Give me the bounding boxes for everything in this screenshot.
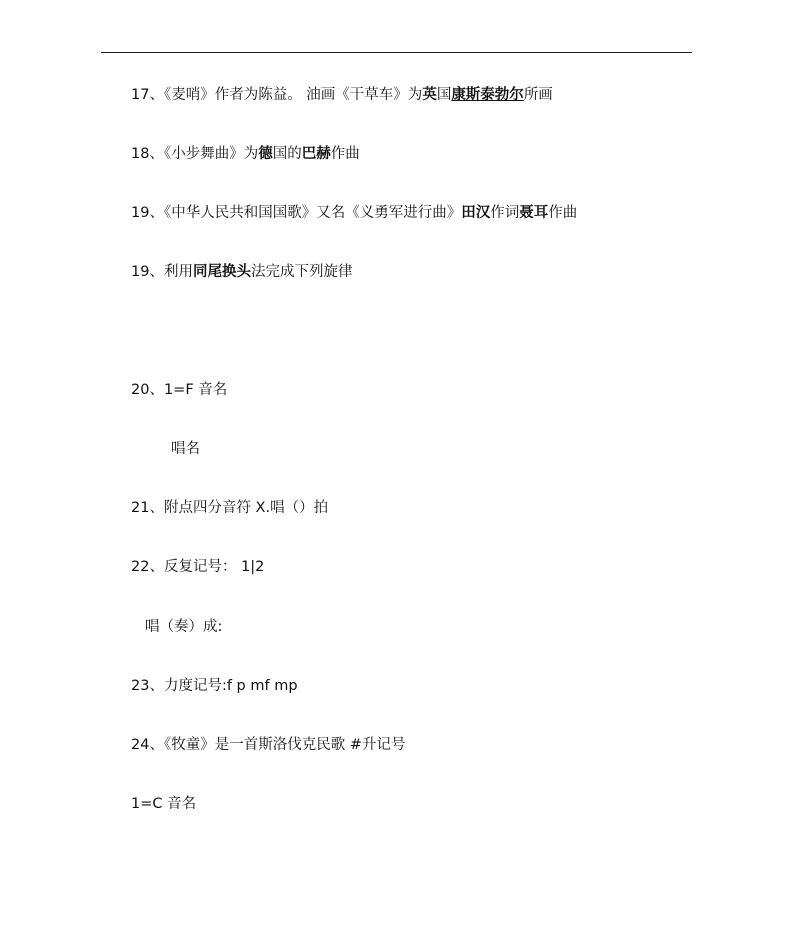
line-19-anthem-bold-composer: 聂耳 bbox=[519, 205, 549, 221]
line-17-bold-painter: 康斯泰勃尔 bbox=[451, 87, 524, 103]
line-22: 22、反复记号： 1|2 bbox=[131, 559, 265, 575]
line-19-anthem-text-a: 19、《中华人民共和国国歌》又名《义勇军进行曲》 bbox=[131, 205, 462, 221]
line-17 bbox=[131, 85, 553, 105]
line-18 bbox=[131, 144, 360, 164]
line-17-text-d: 所画 bbox=[523, 87, 553, 103]
header-rule bbox=[101, 52, 692, 53]
line-19-anthem-text-c: 作词 bbox=[490, 205, 520, 221]
line-19-anthem bbox=[131, 203, 577, 223]
line-17-text-c: 国 bbox=[436, 87, 452, 103]
line-19-melody-bold-method: 同尾换头 bbox=[192, 264, 251, 280]
line-21: 21、附点四分音符 X.唱（）拍 bbox=[131, 500, 329, 516]
line-18-text-c: 国的 bbox=[272, 146, 302, 162]
line-24: 24、《牧童》是一首斯洛伐克民歌 #升记号 bbox=[131, 737, 406, 753]
line-19-melody bbox=[131, 262, 352, 282]
line-18-bold-country: 德 bbox=[258, 146, 273, 162]
line-19-anthem-bold-lyricist: 田汉 bbox=[461, 205, 491, 221]
line-18-text-d: 作曲 bbox=[330, 146, 360, 162]
line-19-melody-text-c: 法完成下列旋律 bbox=[250, 264, 353, 280]
line-25: 1=C 音名 bbox=[131, 796, 197, 812]
line-23: 23、力度记号:f p mf mp bbox=[131, 678, 298, 694]
line-19-anthem-text-d: 作曲 bbox=[548, 205, 578, 221]
line-22-sung-as: 唱（奏）成: bbox=[145, 619, 223, 635]
line-19-melody-text-a: 19、利用 bbox=[131, 264, 193, 280]
line-18-bold-composer: 巴赫 bbox=[301, 146, 331, 162]
line-20: 20、1=F 音名 bbox=[131, 382, 228, 398]
line-17-text-a: 17、《麦哨》作者为陈益。 油画《干草车》为 bbox=[131, 87, 423, 103]
line-17-bold-country: 英 bbox=[422, 87, 437, 103]
line-18-text-a: 18、《小步舞曲》为 bbox=[131, 146, 259, 162]
line-20-solfege: 唱名 bbox=[171, 441, 200, 457]
